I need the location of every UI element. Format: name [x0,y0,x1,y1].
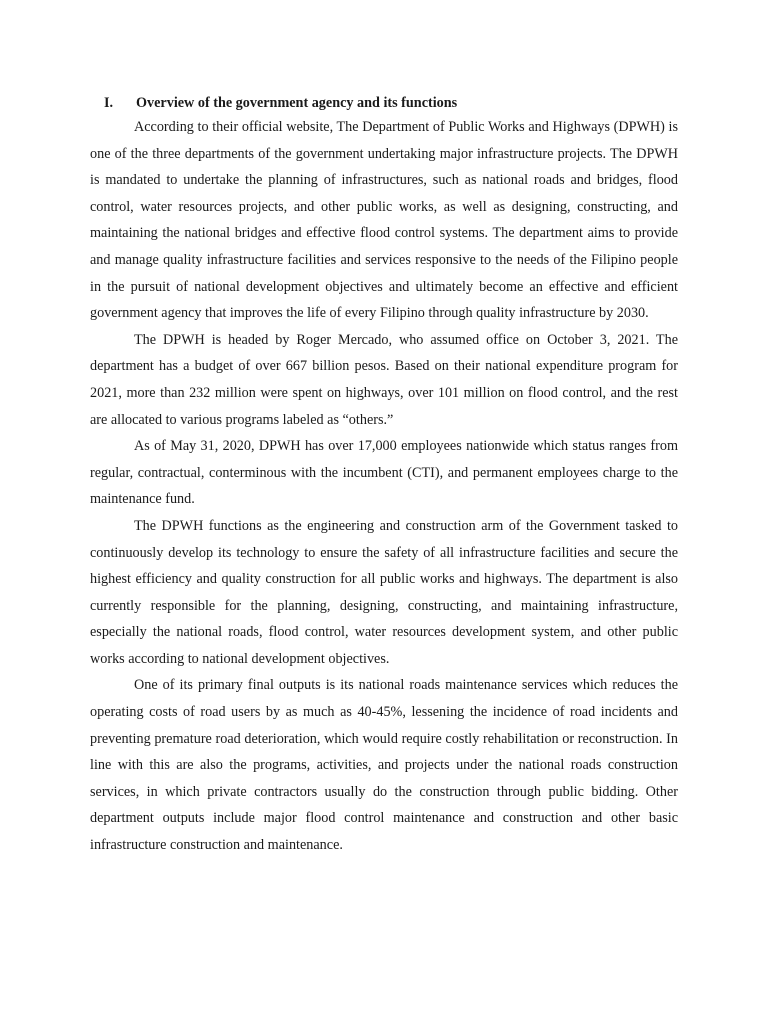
paragraph-outputs: One of its primary final outputs is its national roads maintenance services which reduces the operating costs of road users by as much as 40-45%, lessening the incidence of road incidents and preventing premature road deterioration, which would require costly rehabilitation or reconstruction. In line with this are also the programs, activities, and projects under the national roads construction services, in which private contractors usually do the construction through public bidding. Other department outputs include major flood control maintenance and construction and other basic infrastructure construction and maintenance. [90,677,678,854]
section-heading [90,92,678,114]
paragraph-functions: The DPWH functions as the engineering and construction arm of the Government tasked to continuously develop its technology to ensure the safety of all infrastructure facilities and secure the highest efficiency and quality construction for all public works and highways. The department is also currently responsible for the planning, designing, constructing, and maintaining infrastructure, especially the national roads, flood control, water resources development system, and other public works according to national development objectives. [90,517,678,667]
paragraph-employees: As of May 31, 2020, DPWH has over 17,000 employees nationwide which status ranges from regular, contractual, conterminous with the incumbent (CTI), and permanent employees charge to the maintenance fund. [90,438,678,508]
section-number: I. [104,95,114,111]
section-title: Overview of the government agency and its functions [136,95,458,111]
paragraph-leadership-budget: The DPWH is headed by Roger Mercado, who assumed office on October 3, 2021. The department has a budget of over 667 billion pesos. Based on their national expenditure program for 2021, more than 232 million were spent on highways, over 101 million on flood control, and the rest are allocated to various programs labeled as “others.” [90,331,678,428]
paragraph-agency-overview: According to their official website, The Department of Public Works and Highways (DPWH) is one of the three departments of the government undertaking major infrastructure projects. The DPWH is mandated to undertake the planning of infrastructures, such as national roads and bridges, flood control, water resources projects, and other public works, as well as designing, constructing, and maintaining the national bridges and effective flood control systems. The department aims to provide and manage quality infrastructure facilities and services responsive to the needs of the Filipino people in the pursuit of national development objectives and ultimately become an effective and efficient government agency that improves the life of every Filipino through quality infrastructure by 2030. [90,119,678,322]
document-body [90,92,678,859]
